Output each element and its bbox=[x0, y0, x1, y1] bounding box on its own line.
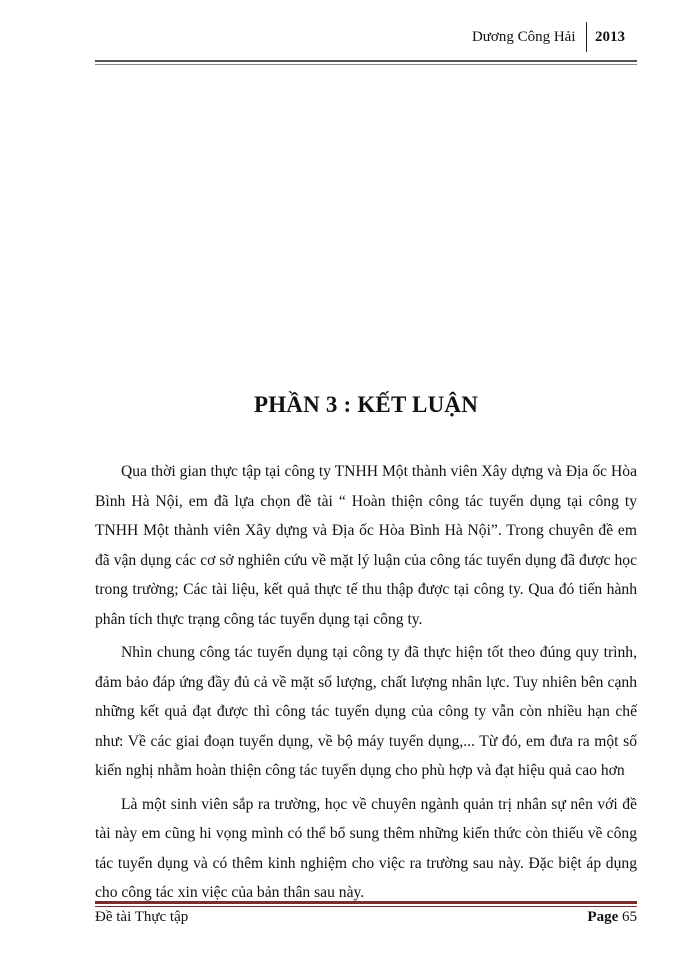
page-footer bbox=[95, 909, 637, 926]
paragraph-3: Là một sinh viên sắp ra trường, học về chuyên ngành quản trị nhân sự nên với đề tài này em cũng hi vọng mình có thể bổ sung thêm những kiến thức còn thiếu về công tác tuyển dụng và có thêm kinh nghiệm cho việc ra trường sau này. Đặc biệt áp dụng cho công tác xin việc của bản thân sau này. bbox=[95, 795, 637, 901]
body-text bbox=[95, 457, 637, 912]
page-indicator bbox=[587, 909, 637, 926]
page-header bbox=[472, 22, 625, 52]
paragraph-1: Qua thời gian thực tập tại công ty TNHH Một thành viên Xây dựng và Địa ốc Hòa Bình Hà Nội, em đã lựa chọn đề tài “ Hoàn thiện công tác tuyển dụng tại công ty TNHH Một thành viên Xây dựng và Địa ốc Hòa Bình Hà Nội”. Trong chuyên đề em đã vận dụng các cơ sở nghiên cứu về mặt lý luận của công tác tuyển dụng đã được học trong trường; Các tài liệu, kết quả thực tế thu thập được tại công ty. Qua đó tiến hành phân tích thực trạng công tác tuyển dụng tại công ty. bbox=[95, 463, 637, 628]
section-title: PHẦN 3 : KẾT LUẬN bbox=[253, 392, 479, 417]
header-rule bbox=[95, 60, 637, 62]
paragraph-2: Nhìn chung công tác tuyển dụng tại công ty đã thực hiện tốt theo đúng quy trình, đảm bảo đáp ứng đầy đủ cả về mặt số lượng, chất lượng nhân lực. Tuy nhiên bên cạnh những kết quả đạt được thì công tác tuyển dụng của công ty vẫn còn nhiều hạn chế như: Về các giai đoạn tuyển dụng, về bộ máy tuyển dụng,... Từ đó, em đưa ra một số kiến nghị nhằm hoàn thiện công tác tuyển dụng cho phù hợp và đạt hiệu quả cao hơn bbox=[95, 644, 637, 779]
header-rule-thin bbox=[95, 64, 637, 65]
footer-rule bbox=[95, 901, 637, 904]
header-author: Dương Công Hải bbox=[471, 28, 576, 45]
page-number: 65 bbox=[622, 909, 637, 925]
page-label: Page bbox=[587, 909, 619, 925]
footer-rule-thin bbox=[95, 906, 637, 907]
header-year: 2013 bbox=[595, 28, 625, 45]
footer-title: Đề tài Thực tập bbox=[95, 909, 189, 925]
